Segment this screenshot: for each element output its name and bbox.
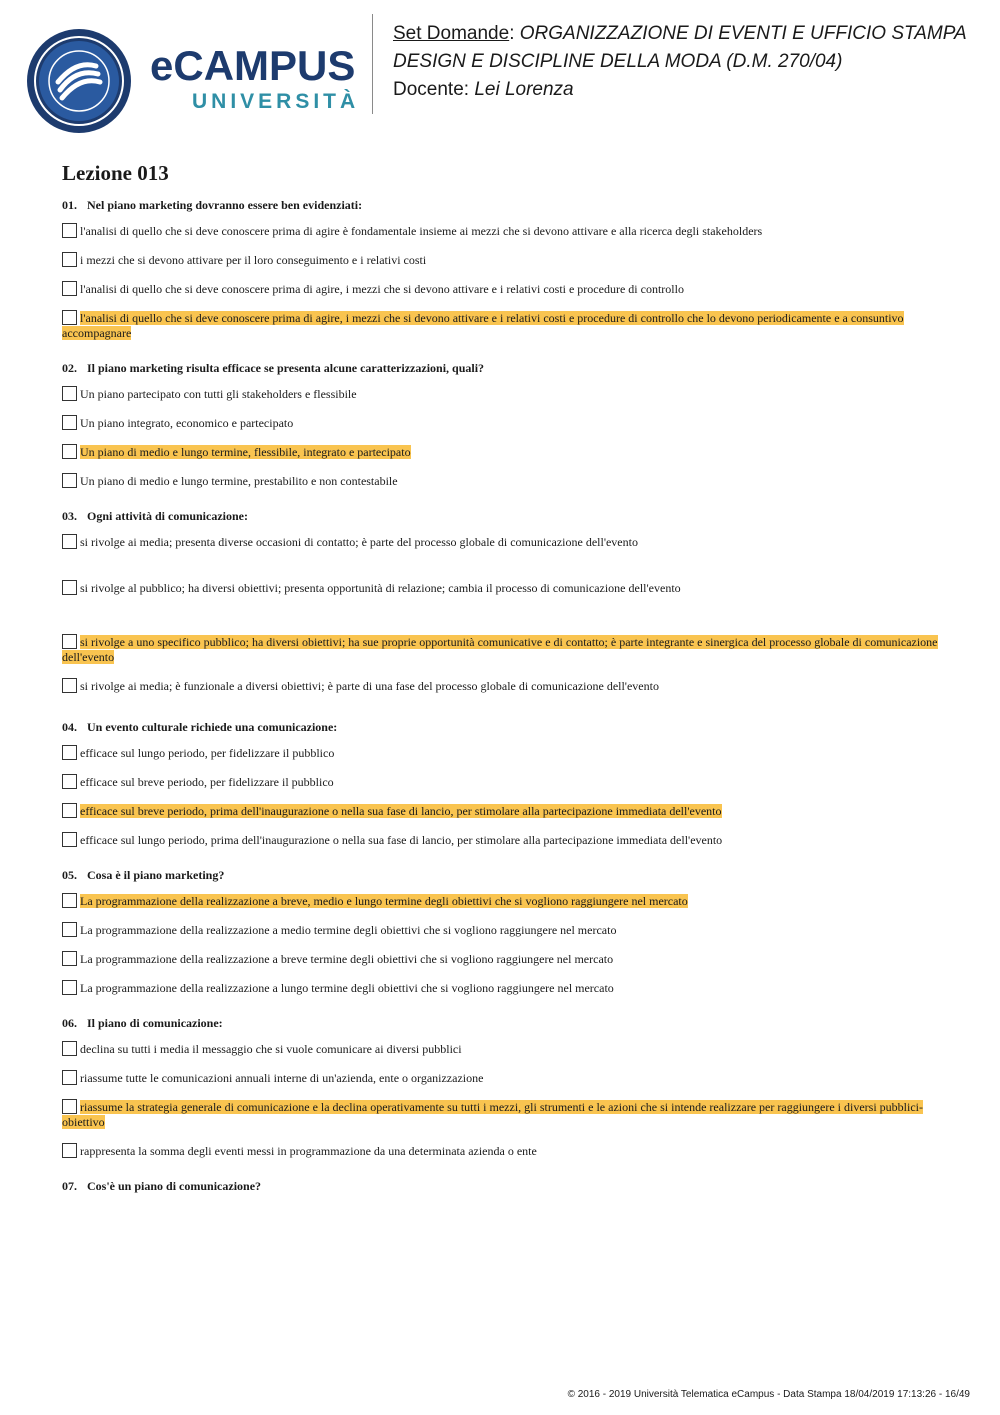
answer-text: La programmazione della realizzazione a lungo termine degli obiettivi che si vogliono raggiungere nel mercato bbox=[80, 981, 614, 995]
answer-checkbox[interactable] bbox=[62, 832, 77, 847]
answer-option bbox=[62, 473, 942, 489]
answer-option bbox=[62, 281, 942, 297]
answer-text: l'analisi di quello che si deve conoscere prima di agire, i mezzi che si devono attivare e i relativi costi e procedure di controllo bbox=[80, 282, 684, 296]
answer-option bbox=[62, 1143, 942, 1159]
answer-text: i mezzi che si devono attivare per il loro conseguimento e i relativi costi bbox=[80, 253, 427, 267]
answer-checkbox[interactable] bbox=[62, 415, 77, 430]
answer-checkbox[interactable] bbox=[62, 1041, 77, 1056]
answer-text-highlighted: l'analisi di quello che si deve conoscere prima di agire, i mezzi che si devono attivare e i relativi costi e procedure di controllo che lo devono periodicamente e a consuntivo accompagnare bbox=[62, 311, 904, 340]
answer-option-correct bbox=[62, 310, 942, 341]
course-title-line-2 bbox=[393, 48, 993, 76]
answer-option bbox=[62, 223, 942, 239]
answer-checkbox[interactable] bbox=[62, 580, 77, 595]
answer-checkbox[interactable] bbox=[62, 1099, 77, 1114]
answer-text: efficace sul lungo periodo, prima dell'inaugurazione o nella sua fase di lancio, per stimolare alla partecipazione immediata dell'evento bbox=[80, 833, 723, 847]
answer-checkbox[interactable] bbox=[62, 893, 77, 908]
answer-option-correct bbox=[62, 444, 942, 460]
question-text: Nel piano marketing dovranno essere ben evidenziati: bbox=[87, 198, 363, 212]
course-title-2: DESIGN E DISCIPLINE DELLA MODA (D.M. 270/04) bbox=[393, 51, 843, 72]
question-number: 04. bbox=[62, 720, 77, 734]
course-info bbox=[393, 20, 993, 104]
question-title bbox=[62, 509, 942, 524]
answer-option bbox=[62, 980, 942, 996]
answer-checkbox[interactable] bbox=[62, 745, 77, 760]
question-set bbox=[62, 160, 942, 1214]
answer-option bbox=[62, 386, 942, 402]
question-title bbox=[62, 868, 942, 883]
answer-option bbox=[62, 580, 942, 596]
question-number: 03. bbox=[62, 509, 77, 523]
answer-text: efficace sul breve periodo, per fidelizzare il pubblico bbox=[80, 775, 334, 789]
question-number: 01. bbox=[62, 198, 77, 212]
answer-text: riassume tutte le comunicazioni annuali interne di un'azienda, ente o organizzazione bbox=[80, 1071, 484, 1085]
answer-text-highlighted: La programmazione della realizzazione a breve, medio e lungo termine degli obiettivi che si vogliono raggiungere nel mercato bbox=[80, 894, 688, 908]
answer-option bbox=[62, 745, 942, 761]
answer-option bbox=[62, 922, 942, 938]
question-title bbox=[62, 198, 942, 213]
question-text: Ogni attività di comunicazione: bbox=[87, 509, 248, 523]
question-text: Cosa è il piano marketing? bbox=[87, 868, 225, 882]
answer-text-highlighted: riassume la strategia generale di comunicazione e la declina operativamente su tutti i mezzi, gli strumenti e le azioni che si intende realizzare per raggiungere i diversi pubblici-obiettivo bbox=[62, 1100, 923, 1129]
question-03 bbox=[62, 509, 942, 694]
answer-option bbox=[62, 1041, 942, 1057]
answer-checkbox[interactable] bbox=[62, 473, 77, 488]
answer-checkbox[interactable] bbox=[62, 634, 77, 649]
answer-option bbox=[62, 415, 942, 431]
lesson-title: Lezione 013 bbox=[62, 161, 169, 185]
answer-option-correct bbox=[62, 634, 942, 665]
docente-line bbox=[393, 76, 993, 104]
question-text: Cos'è un piano di comunicazione? bbox=[87, 1179, 262, 1193]
answer-checkbox[interactable] bbox=[62, 252, 77, 267]
answer-text: Un piano integrato, economico e partecipato bbox=[80, 416, 294, 430]
question-text: Il piano di comunicazione: bbox=[87, 1016, 223, 1030]
answer-checkbox[interactable] bbox=[62, 803, 77, 818]
logo-subtitle: UNIVERSITÀ bbox=[192, 90, 360, 113]
question-number: 06. bbox=[62, 1016, 77, 1030]
course-title-line-1: Set Domande: ORGANIZZAZIONE DI EVENTI E UFFICIO STAMPA bbox=[393, 23, 967, 44]
question-06 bbox=[62, 1016, 942, 1159]
answer-checkbox[interactable] bbox=[62, 1143, 77, 1158]
answer-checkbox[interactable] bbox=[62, 281, 77, 296]
question-number: 07. bbox=[62, 1179, 77, 1193]
answer-checkbox[interactable] bbox=[62, 1070, 77, 1085]
question-number: 05. bbox=[62, 868, 77, 882]
question-02 bbox=[62, 361, 942, 489]
answer-text-highlighted: efficace sul breve periodo, prima dell'inaugurazione o nella sua fase di lancio, per stimolare alla partecipazione immediata dell'evento bbox=[80, 804, 722, 818]
answer-text: Un piano di medio e lungo termine, prestabilito e non contestabile bbox=[80, 474, 398, 488]
ecampus-logo bbox=[20, 24, 360, 124]
answer-option bbox=[62, 832, 942, 848]
answer-text: si rivolge al pubblico; ha diversi obiettivi; presenta opportunità di relazione; cambia il processo di comunicazione dell'evento bbox=[80, 581, 681, 595]
answer-option bbox=[62, 774, 942, 790]
question-title bbox=[62, 1179, 942, 1194]
answer-checkbox[interactable] bbox=[62, 386, 77, 401]
answer-text: l'analisi di quello che si deve conoscere prima di agire è fondamentale insieme ai mezzi che si devono attivare e alla ricerca degli stakeholders bbox=[80, 224, 763, 238]
question-number: 02. bbox=[62, 361, 77, 375]
ecampus-seal-icon bbox=[26, 28, 132, 134]
question-title bbox=[62, 720, 942, 735]
answer-text: Un piano partecipato con tutti gli stakeholders e flessibile bbox=[80, 387, 357, 401]
answer-text: declina su tutti i media il messaggio che si vuole comunicare ai diversi pubblici bbox=[80, 1042, 462, 1056]
answer-option bbox=[62, 951, 942, 967]
question-text: Un evento culturale richiede una comunicazione: bbox=[87, 720, 338, 734]
answer-option-correct bbox=[62, 893, 942, 909]
answer-checkbox[interactable] bbox=[62, 444, 77, 459]
answer-option bbox=[62, 1070, 942, 1086]
answer-text-highlighted: Un piano di medio e lungo termine, flessibile, integrato e partecipato bbox=[80, 445, 411, 459]
answer-checkbox[interactable] bbox=[62, 980, 77, 995]
course-title-1: ORGANIZZAZIONE DI EVENTI E UFFICIO STAMPA bbox=[519, 23, 967, 44]
set-label: Set Domande bbox=[393, 23, 510, 44]
answer-checkbox[interactable] bbox=[62, 678, 77, 693]
answer-text: La programmazione della realizzazione a medio termine degli obiettivi che si vogliono raggiungere nel mercato bbox=[80, 923, 617, 937]
answer-checkbox[interactable] bbox=[62, 922, 77, 937]
answer-text: si rivolge ai media; è funzionale a diversi obiettivi; è parte di una fase del processo globale di comunicazione dell'evento bbox=[80, 679, 659, 693]
answer-option bbox=[62, 252, 942, 268]
question-text: Il piano marketing risulta efficace se presenta alcune caratterizzazioni, quali? bbox=[87, 361, 485, 375]
answer-text: rappresenta la somma degli eventi messi in programmazione da una determinata azienda o ente bbox=[80, 1144, 537, 1158]
answer-option bbox=[62, 678, 942, 694]
question-05 bbox=[62, 868, 942, 996]
answer-checkbox[interactable] bbox=[62, 534, 77, 549]
answer-checkbox[interactable] bbox=[62, 951, 77, 966]
question-title bbox=[62, 361, 942, 376]
page-header bbox=[0, 0, 1000, 130]
page-footer: © 2016 - 2019 Università Telematica eCampus - Data Stampa 18/04/2019 17:13:26 - 16/49 bbox=[567, 1389, 970, 1400]
answer-option-correct bbox=[62, 803, 942, 819]
answer-text: si rivolge ai media; presenta diverse occasioni di contatto; è parte del processo globale di comunicazione dell'evento bbox=[80, 535, 638, 549]
answer-option bbox=[62, 534, 942, 550]
docente-label: Docente: bbox=[393, 79, 470, 100]
header-divider bbox=[372, 14, 373, 114]
logo-name: eCAMPUS bbox=[150, 42, 356, 89]
answer-option-correct bbox=[62, 1099, 942, 1130]
answer-checkbox[interactable] bbox=[62, 223, 77, 238]
answer-checkbox[interactable] bbox=[62, 310, 77, 325]
question-01 bbox=[62, 198, 942, 341]
answer-text-highlighted: si rivolge a uno specifico pubblico; ha diversi obiettivi; ha sue proprie opportunità comunicative e di contatto; è parte integrante e sinergica del processo globale di comunicazione dell'evento bbox=[62, 635, 938, 664]
answer-checkbox[interactable] bbox=[62, 774, 77, 789]
question-04 bbox=[62, 720, 942, 848]
question-07 bbox=[62, 1179, 942, 1194]
answer-text: efficace sul lungo periodo, per fidelizzare il pubblico bbox=[80, 746, 335, 760]
docente-name: Lei Lorenza bbox=[474, 79, 574, 100]
question-title bbox=[62, 1016, 942, 1031]
answer-text: La programmazione della realizzazione a breve termine degli obiettivi che si vogliono raggiungere nel mercato bbox=[80, 952, 614, 966]
